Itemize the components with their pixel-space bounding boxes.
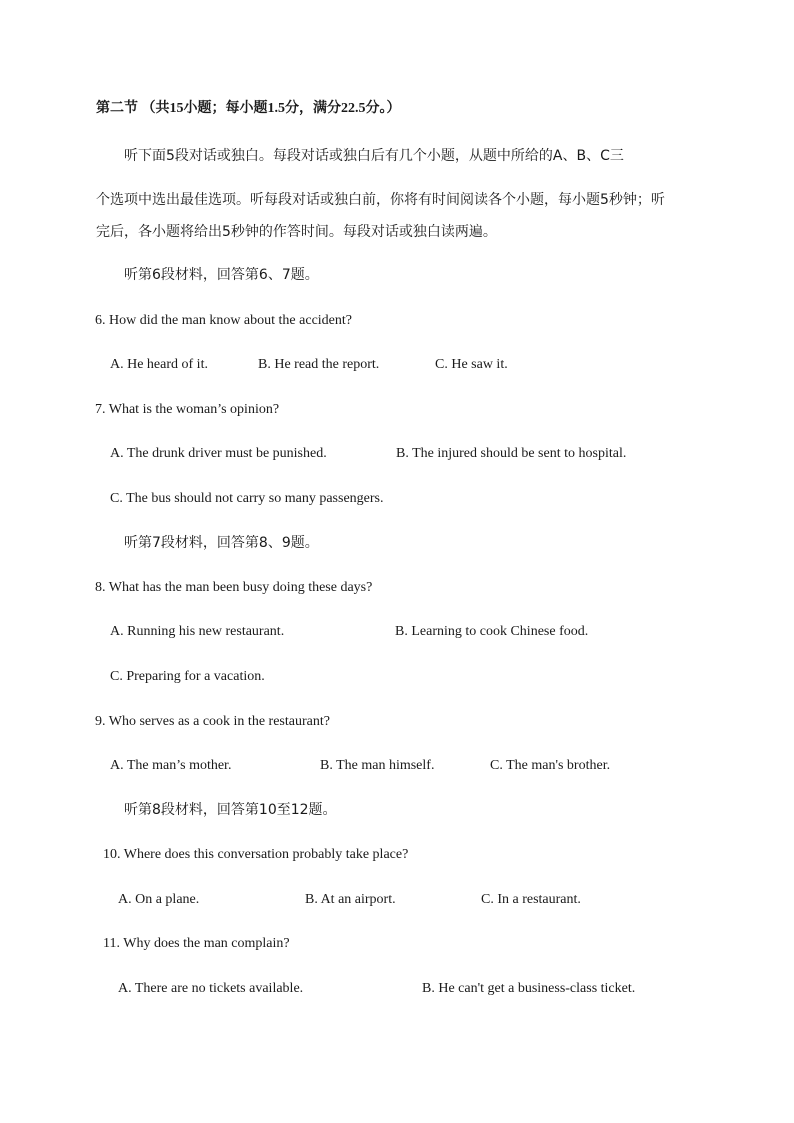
group-intro-7: 听第7段材料，回答第8、9题。 xyxy=(124,535,319,551)
q11-option-a: A. There are no tickets available. xyxy=(118,981,304,996)
q10-option-c: C. In a restaurant. xyxy=(481,892,581,907)
question-10: 10. Where does this conversation probably take place? xyxy=(103,847,409,862)
q9-option-b: B. The man himself. xyxy=(320,758,435,773)
q10-option-b: B. At an airport. xyxy=(305,892,396,907)
q8-option-a: A. Running his new restaurant. xyxy=(110,624,285,639)
group-intro-6: 听第6段材料，回答第6、7题。 xyxy=(124,267,319,283)
group-intro-8: 听第8段材料，回答第10至12题。 xyxy=(124,802,337,818)
q11-option-b: B. He can't get a business-class ticket. xyxy=(422,981,636,996)
question-7: 7. What is the woman’s opinion? xyxy=(95,402,280,417)
q9-option-a: A. The man’s mother. xyxy=(110,758,232,773)
question-11: 11. Why does the man complain? xyxy=(103,936,290,951)
q7-option-b: B. The injured should be sent to hospital. xyxy=(396,446,627,461)
question-9: 9. Who serves as a cook in the restaurant? xyxy=(95,714,330,729)
q6-option-b: B. He read the report. xyxy=(258,357,380,372)
q7-option-a: A. The drunk driver must be punished. xyxy=(110,446,327,461)
section-heading: 第二节 （共15小题；每小题1.5分，满分22.5分。） xyxy=(96,101,401,116)
q7-option-c: C. The bus should not carry so many passengers. xyxy=(110,491,384,506)
q6-option-c: C. He saw it. xyxy=(435,357,508,372)
instruction-line-2: 个选项中选出最佳选项。听每段对话或独白前，你将有时间阅读各个小题，每小题5秒钟；听 xyxy=(96,192,665,208)
question-8: 8. What has the man been busy doing these days? xyxy=(95,580,373,595)
instruction-line-3: 完后，各小题将给出5秒钟的作答时间。每段对话或独白读两遍。 xyxy=(96,224,497,240)
q9-option-c: C. The man's brother. xyxy=(490,758,611,773)
question-6: 6. How did the man know about the accident? xyxy=(95,313,352,328)
q10-option-a: A. On a plane. xyxy=(118,892,200,907)
instruction-line-1: 听下面5段对话或独白。每段对话或独白后有几个小题，从题中所给的A、B、C三 xyxy=(124,148,624,164)
q8-option-b: B. Learning to cook Chinese food. xyxy=(395,624,589,639)
q6-option-a: A. He heard of it. xyxy=(110,357,208,372)
q8-option-c: C. Preparing for a vacation. xyxy=(110,669,265,684)
